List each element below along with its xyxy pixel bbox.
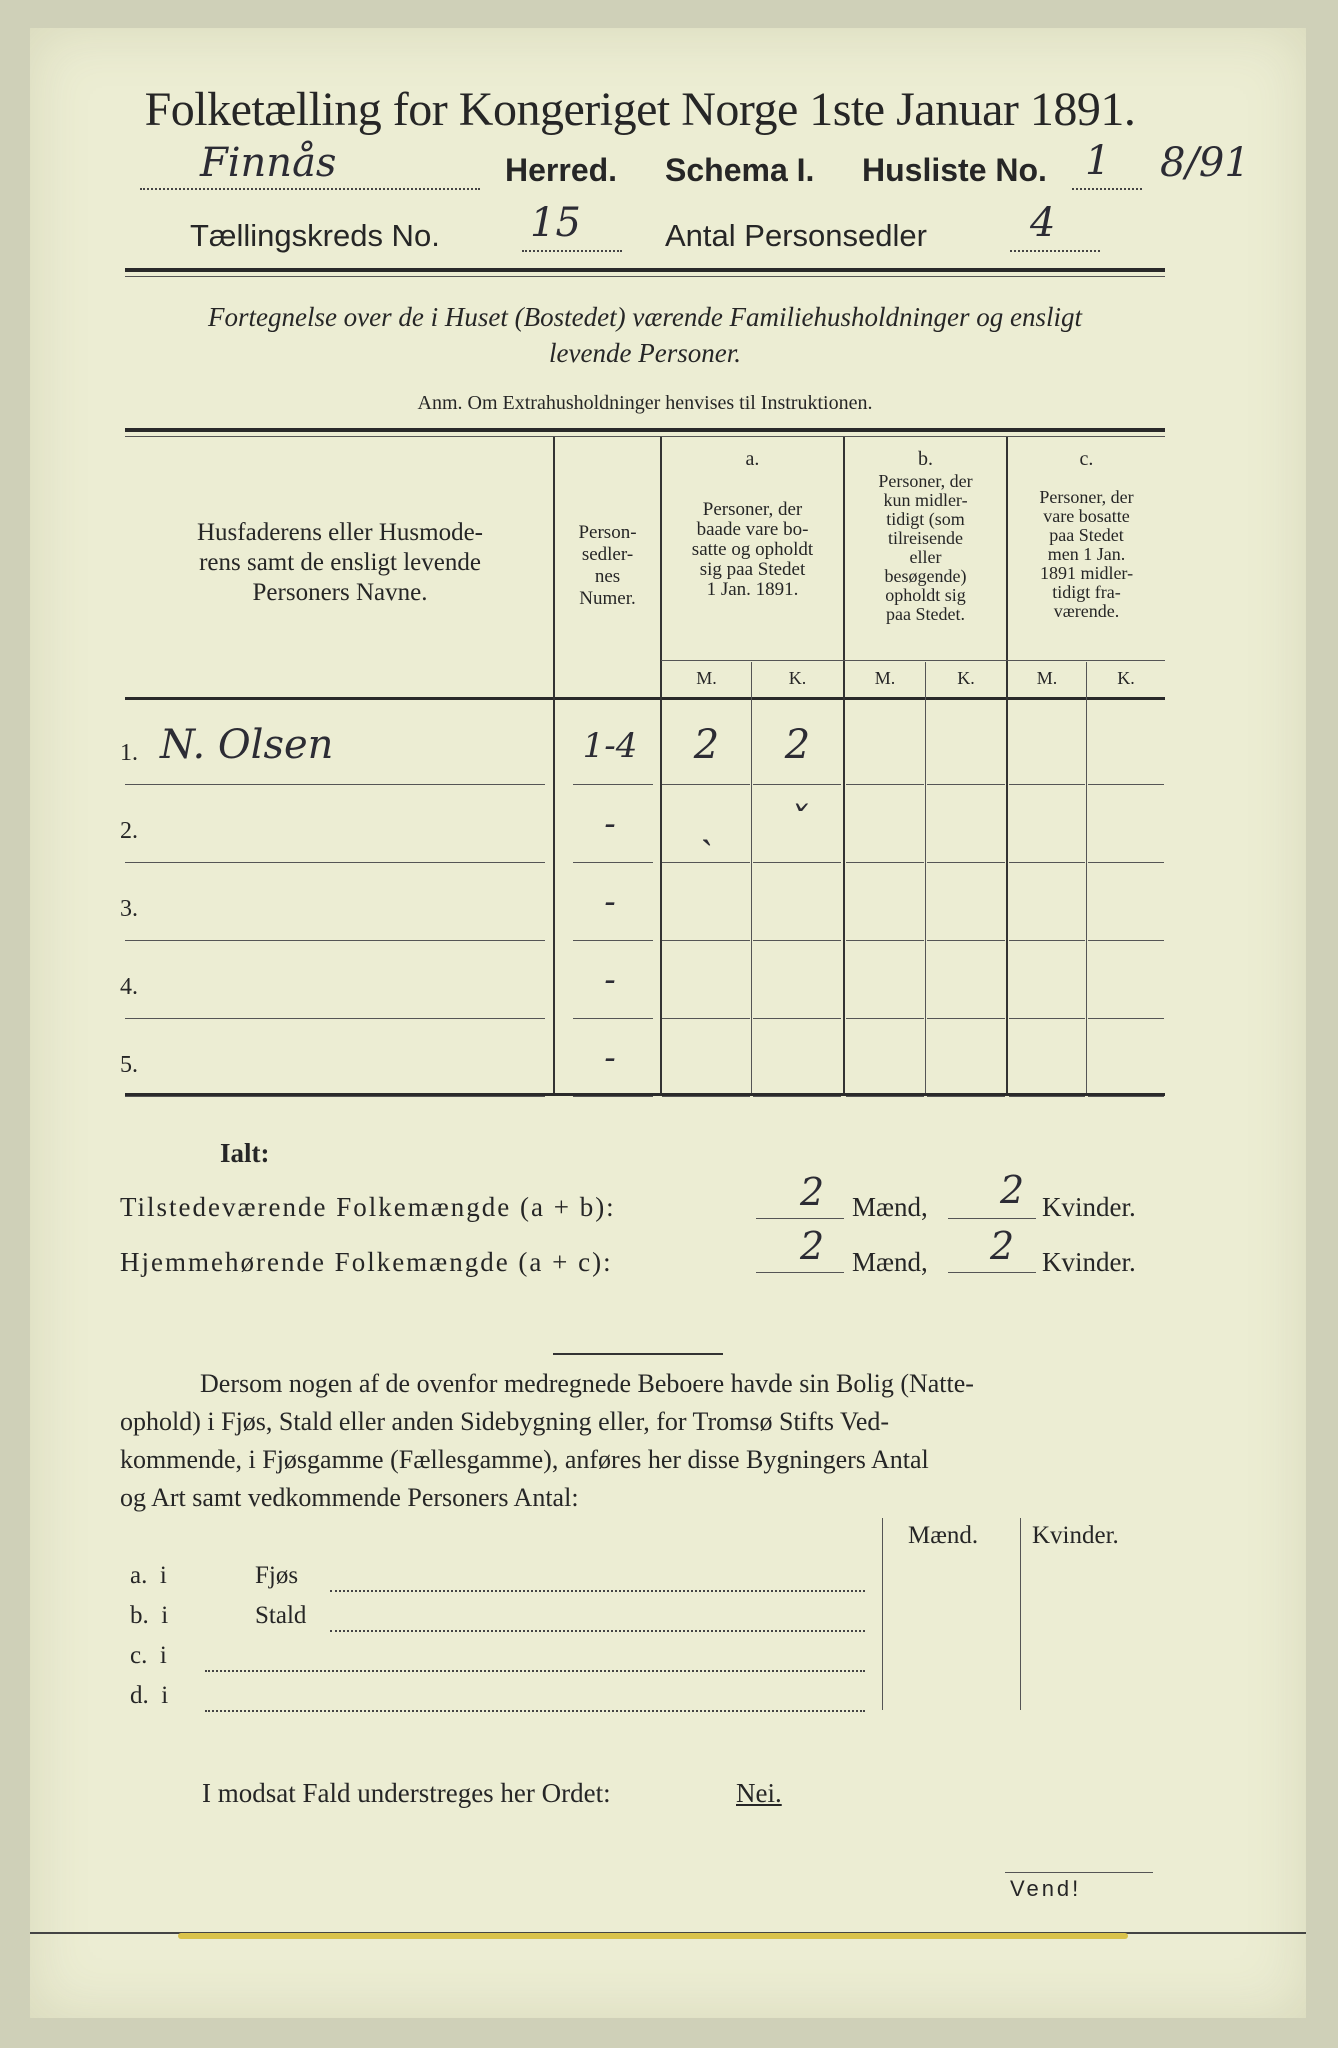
row-rule [927, 1096, 1005, 1097]
row-rule [125, 1096, 545, 1097]
schema-label: Schema I. [665, 152, 815, 188]
row-sedler: 1-4 [582, 726, 638, 766]
row-rule [573, 784, 653, 785]
col-num-header: Person- sedler- nes Numer. [578, 522, 637, 609]
row-rule [1088, 1096, 1164, 1097]
row-rule [125, 862, 545, 863]
header-rule-thick [125, 268, 1165, 272]
buildings-vline-2 [1020, 1518, 1021, 1710]
row-rule [662, 940, 750, 941]
row-rule [1009, 862, 1085, 863]
row-number: 1. [120, 740, 138, 766]
total-line1-k: 2 [1000, 1168, 1025, 1212]
separator-rule [553, 1353, 723, 1355]
husliste-value: 1 [1085, 138, 1111, 184]
row-rule [573, 1018, 653, 1019]
total-line2-k: 2 [990, 1224, 1015, 1268]
building-item-dotline [205, 1710, 865, 1712]
row-a-k: ˇ [787, 800, 808, 846]
building-item-letter: a. i [130, 1562, 167, 1589]
row-rule [846, 940, 924, 941]
row-rule [125, 784, 545, 785]
row-rule [846, 784, 924, 785]
ialt-label: Ialt: [220, 1138, 270, 1168]
sub-b-m: M. [874, 668, 896, 688]
row-rule [1088, 940, 1164, 941]
row-rule [753, 1018, 841, 1019]
total-line1-maend: Mænd, [852, 1192, 928, 1222]
row-rule [1088, 1018, 1164, 1019]
table-top-rule [125, 428, 1165, 432]
row-number: 2. [120, 818, 138, 844]
row-rule [662, 1096, 750, 1097]
header-rule-thin [125, 276, 1165, 277]
building-item-dotline [330, 1590, 865, 1592]
total-line1-k-line [948, 1218, 1036, 1219]
buildings-paragraph: Dersom nogen af de ovenfor medregnede Beboere havde sin Bolig (Natte- ophold) i Fjøs, Stald eller anden Sidebygning eller, for Tromsø Stifts Ved- kommende, i Fjøsgamme (Fællesgamme), anføres her disse Bygningers Antal og Art samt vedkommende Personers Antal: [120, 1369, 974, 1512]
row-rule [927, 784, 1005, 785]
col-c-header: Personer, der vare bosatte paa Stedet men 1 Jan. 1891 midler- tidigt fra- værende. [1039, 487, 1134, 621]
husliste-dotline [1072, 188, 1142, 190]
vend-label: Vend! [1010, 1876, 1082, 1901]
buildings-footer-text: I modsat Fald understreges her Ordet: [202, 1778, 611, 1808]
row-rule [753, 1096, 841, 1097]
buildings-col-maend: Mænd. [908, 1522, 979, 1549]
col-b-header: Personer, der kun midler- tidigt (som tilreisende eller besøgende) opholdt sig paa Stedet. [878, 471, 973, 624]
row-rule [662, 784, 750, 785]
herred-value: Finnås [200, 140, 337, 186]
total-line1-label: Tilstedeværende Folkemængde (a + b): [120, 1192, 616, 1222]
buildings-vline-1 [882, 1518, 883, 1710]
intro-heading-line1: Fortegnelse over de i Huset (Bostedet) værende Familiehusholdninger og ensligt [207, 302, 1083, 332]
building-item-letter: d. i [130, 1682, 169, 1709]
row-sedler: - [604, 882, 616, 922]
subheader-rule [661, 660, 1165, 661]
row-rule [125, 1018, 545, 1019]
total-line1-m-line [756, 1218, 844, 1219]
row-number: 3. [120, 896, 138, 922]
sub-c-k: K. [1117, 668, 1135, 688]
row-rule [846, 1018, 924, 1019]
sub-a-m: M. [696, 668, 717, 688]
col-c-letter: c. [1079, 448, 1094, 470]
row-rule [573, 862, 653, 863]
row-number: 5. [120, 1052, 138, 1078]
buildings-col-kvinder: Kvinder. [1032, 1522, 1119, 1549]
building-item-label: Stald [255, 1602, 307, 1629]
row-rule [125, 940, 545, 941]
row-name: N. Olsen [160, 722, 334, 768]
row-number: 4. [120, 974, 138, 1000]
row-rule [927, 1018, 1005, 1019]
total-line2-label: Hjemmehørende Folkemængde (a + c): [120, 1247, 613, 1277]
antal-dotline [1010, 250, 1100, 252]
row-a-m: ˎ [699, 801, 714, 847]
row-rule [927, 940, 1005, 941]
total-line2-maend: Mænd, [852, 1247, 928, 1277]
row-rule [573, 940, 653, 941]
buildings-footer-word: Nei. [736, 1778, 782, 1808]
antal-label: Antal Personsedler [665, 218, 927, 253]
col-b-letter: b. [918, 448, 933, 470]
row-rule [753, 784, 841, 785]
row-rule [753, 940, 841, 941]
row-rule [927, 862, 1005, 863]
herred-dotline [140, 188, 480, 190]
building-item-dotline [205, 1670, 865, 1672]
kreds-value: 15 [530, 200, 581, 246]
kreds-dotline [522, 250, 622, 252]
husliste-label: Husliste No. [862, 152, 1047, 188]
vline-cm-ck [1086, 662, 1087, 1093]
kreds-label: Tællingskreds No. [190, 218, 440, 253]
row-sedler: - [604, 960, 616, 1000]
col-a-header: Personer, der baade vare bo- satte og opholdt sig paa Stedet 1 Jan. 1891. [691, 499, 814, 600]
yellow-mark [178, 1933, 1128, 1939]
sub-b-k: K. [957, 668, 975, 688]
margin-note: 8/91 [1160, 140, 1250, 186]
table-top-rule-thin [125, 436, 1165, 437]
row-rule [753, 862, 841, 863]
row-rule [1088, 784, 1164, 785]
sub-a-k: K. [788, 668, 807, 688]
total-line2-k-line [948, 1272, 1036, 1273]
antal-value: 4 [1030, 200, 1056, 246]
intro-heading-line2: levende Personer. [549, 338, 741, 368]
building-item-letter: b. i [130, 1602, 169, 1629]
vend-rule [1005, 1872, 1153, 1873]
form-title: Folketælling for Kongeriget Norge 1ste Januar 1891. [144, 83, 1136, 136]
total-line1-m: 2 [800, 1170, 825, 1214]
col-name-header: Husfaderens eller Husmode- rens samt de ensligt levende Personers Navne. [196, 519, 483, 606]
row-rule [573, 1096, 653, 1097]
row-rule [1009, 940, 1085, 941]
building-item-dotline [330, 1630, 865, 1632]
building-item-letter: c. i [130, 1642, 167, 1669]
col-a-letter: a. [745, 448, 760, 470]
total-line2-kvinder: Kvinder. [1042, 1247, 1136, 1277]
row-rule [662, 862, 750, 863]
row-rule [846, 862, 924, 863]
row-rule [1009, 1018, 1085, 1019]
table-header-bottom-rule [125, 697, 1165, 700]
row-a-m: 2 [693, 722, 720, 768]
row-rule [1009, 1096, 1085, 1097]
row-rule [846, 1096, 924, 1097]
building-item-label: Fjøs [255, 1562, 299, 1589]
total-line2-m: 2 [800, 1224, 825, 1268]
intro-note: Anm. Om Extrahusholdninger henvises til Instruktionen. [417, 392, 873, 414]
row-sedler: - [604, 804, 616, 844]
row-rule [1009, 784, 1085, 785]
row-rule [1088, 862, 1164, 863]
vline-bm-bk [925, 662, 926, 1093]
row-sedler: - [604, 1038, 616, 1078]
total-line2-m-line [756, 1272, 844, 1273]
row-rule [662, 1018, 750, 1019]
sub-c-m: M. [1036, 668, 1058, 688]
total-line1-kvinder: Kvinder. [1042, 1192, 1136, 1222]
herred-label: Herred. [505, 152, 618, 188]
row-a-k: 2 [784, 722, 811, 768]
